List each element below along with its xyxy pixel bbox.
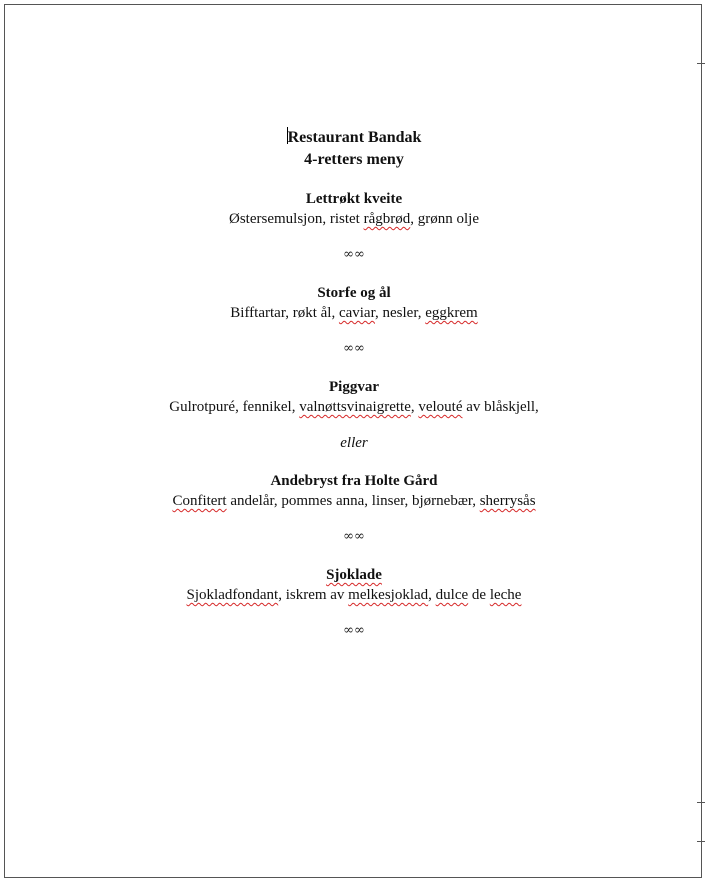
dish-description: Gulrotpuré, fennikel, valnøttsvinaigrette, velouté av blåskjell,	[169, 399, 539, 415]
course-4	[5, 565, 703, 605]
misspelled-word: Sjokladfondant	[186, 587, 279, 603]
document-page[interactable]	[4, 4, 702, 878]
course-separator: ∞∞	[343, 529, 365, 544]
page-margin-tick-top	[697, 63, 705, 64]
course-1	[5, 189, 703, 229]
course-2	[5, 283, 703, 323]
misspelled-word: velouté	[418, 399, 463, 415]
restaurant-name: Restaurant Bandak	[287, 129, 422, 146]
menu-header	[5, 127, 703, 171]
dish-title	[5, 565, 703, 585]
misspelled-word: sherrysås	[479, 493, 536, 509]
course-separator: ∞∞	[343, 247, 365, 262]
page-margin-marker-top	[701, 9, 702, 64]
course-3-alternative	[5, 471, 703, 511]
dish-title: Lettrøkt kveite	[305, 191, 403, 207]
misspelled-word: eggkrem	[425, 305, 478, 321]
course-3	[5, 377, 703, 417]
misspelled-word: dulce	[435, 587, 469, 603]
alternative-word: eller	[340, 435, 368, 451]
dish-title: Andebryst fra Holte Gård	[270, 473, 438, 489]
misspelled-word: Sjoklade	[326, 567, 382, 583]
misspelled-word: Confitert	[172, 493, 227, 509]
dish-title: Piggvar	[329, 379, 379, 395]
misspelled-word: rågbrød	[363, 211, 411, 227]
course-separator: ∞∞	[343, 341, 365, 356]
dish-description: Confitert andelår, pommes anna, linser, bjørnebær, sherrysås	[172, 493, 536, 509]
misspelled-word: melkesjoklad	[348, 587, 429, 603]
misspelled-word: leche	[489, 587, 522, 603]
dish-description: Østersemulsjon, ristet rågbrød, grønn olje	[229, 211, 479, 227]
dish-description: Sjokladfondant, iskrem av melkesjoklad, dulce de leche	[186, 587, 522, 603]
menu-content[interactable]	[5, 127, 703, 641]
dish-title: Storfe og ål	[317, 285, 391, 301]
page-margin-tick-bottom-2	[697, 841, 705, 842]
page-margin-tick-bottom	[697, 802, 705, 803]
misspelled-word: caviar	[338, 305, 375, 321]
course-separator: ∞∞	[343, 623, 365, 638]
menu-subtitle: 4-retters meny	[304, 151, 404, 168]
misspelled-word: valnøttsvinaigrette	[299, 399, 411, 415]
page-margin-marker-bottom	[701, 802, 702, 857]
restaurant-name-line	[5, 127, 703, 149]
dish-description: Bifftartar, røkt ål, caviar, nesler, eggkrem	[230, 305, 478, 321]
